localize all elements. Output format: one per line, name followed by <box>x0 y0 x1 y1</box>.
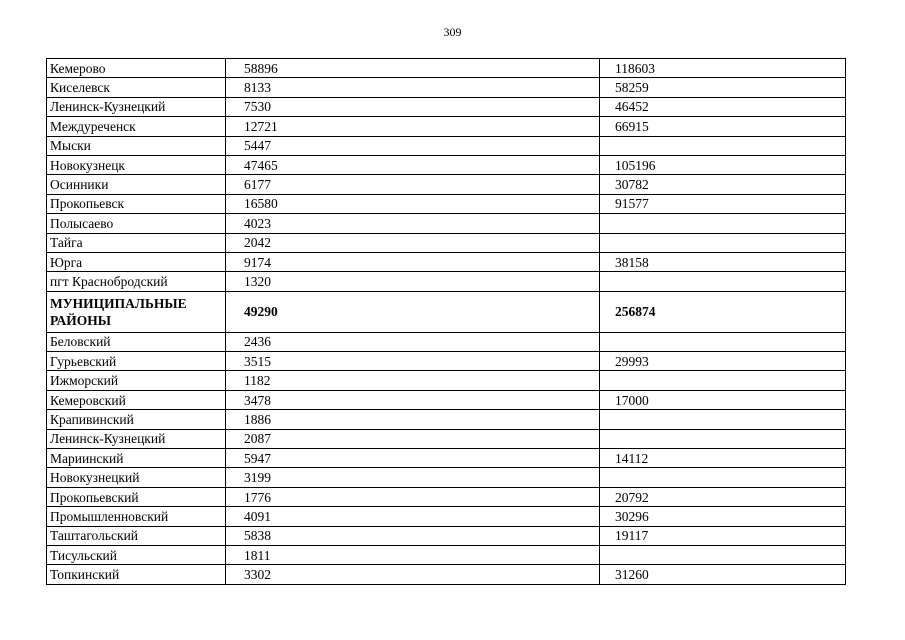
table-row <box>47 78 846 97</box>
row-name-cell: Прокопьевский <box>47 487 226 506</box>
row-value2-cell: 38158 <box>600 252 846 271</box>
row-name-cell: Мариинский <box>47 449 226 468</box>
row-name-cell: Прокопьевск <box>47 194 226 213</box>
row-value2-cell: 19117 <box>600 526 846 545</box>
table-row <box>47 507 846 526</box>
table-row <box>47 545 846 564</box>
row-name-cell: Тисульский <box>47 545 226 564</box>
row-value2-cell <box>600 371 846 390</box>
row-value1-cell: 4091 <box>226 507 600 526</box>
row-name-cell: Новокузнецк <box>47 155 226 174</box>
row-value2-cell <box>600 468 846 487</box>
row-value2-cell <box>600 429 846 448</box>
row-value1-cell: 16580 <box>226 194 600 213</box>
row-value1-cell: 1811 <box>226 545 600 564</box>
row-name-cell: Гурьевский <box>47 352 226 371</box>
row-name-cell: Топкинский <box>47 565 226 584</box>
row-value1-cell: 7530 <box>226 97 600 116</box>
table-row <box>47 214 846 233</box>
row-name-cell: Крапивинский <box>47 410 226 429</box>
row-value1-cell: 1320 <box>226 272 600 291</box>
table-row <box>47 526 846 545</box>
table-row <box>47 468 846 487</box>
row-name-cell: Беловский <box>47 332 226 351</box>
row-value2-cell: 29993 <box>600 352 846 371</box>
table-row <box>47 233 846 252</box>
table-row <box>47 194 846 213</box>
table-row <box>47 410 846 429</box>
row-value1-cell: 2042 <box>226 233 600 252</box>
table-row <box>47 155 846 174</box>
table-row <box>47 332 846 351</box>
table-row <box>47 352 846 371</box>
table-row <box>47 252 846 271</box>
row-value2-cell: 66915 <box>600 117 846 136</box>
row-value1-cell: 2436 <box>226 332 600 351</box>
row-value1-cell: 4023 <box>226 214 600 233</box>
row-name-cell: Таштагольский <box>47 526 226 545</box>
row-name-cell: Юрга <box>47 252 226 271</box>
row-value1-cell: 5447 <box>226 136 600 155</box>
row-value1-cell: 6177 <box>226 175 600 194</box>
row-value2-cell: 31260 <box>600 565 846 584</box>
row-value1-cell: 3478 <box>226 390 600 409</box>
data-table <box>46 58 846 585</box>
row-value2-cell: 46452 <box>600 97 846 116</box>
row-value2-cell <box>600 214 846 233</box>
row-value2-cell: 58259 <box>600 78 846 97</box>
row-name-cell: Промышленновский <box>47 507 226 526</box>
row-value2-cell: 30296 <box>600 507 846 526</box>
row-value1-cell: 3302 <box>226 565 600 584</box>
row-name-cell: Киселевск <box>47 78 226 97</box>
row-name-cell: Ижморский <box>47 371 226 390</box>
row-value2-cell <box>600 136 846 155</box>
row-name-cell: МУНИЦИПАЛЬНЫЕ РАЙОНЫ <box>47 291 226 332</box>
row-value1-cell: 9174 <box>226 252 600 271</box>
row-name-cell: Мыски <box>47 136 226 155</box>
row-value2-cell: 256874 <box>600 291 846 332</box>
row-value1-cell: 1776 <box>226 487 600 506</box>
row-name-cell: Осинники <box>47 175 226 194</box>
row-name-cell: Кемерово <box>47 59 226 78</box>
table-row <box>47 175 846 194</box>
row-value1-cell: 2087 <box>226 429 600 448</box>
row-name-cell: Новокузнецкий <box>47 468 226 487</box>
row-value1-cell: 5947 <box>226 449 600 468</box>
table-row <box>47 136 846 155</box>
table-row <box>47 390 846 409</box>
row-value2-cell: 20792 <box>600 487 846 506</box>
row-value1-cell: 47465 <box>226 155 600 174</box>
table-row <box>47 272 846 291</box>
row-value2-cell: 105196 <box>600 155 846 174</box>
row-value2-cell <box>600 233 846 252</box>
table-row <box>47 565 846 584</box>
table-row <box>47 97 846 116</box>
row-value2-cell: 91577 <box>600 194 846 213</box>
row-value2-cell: 17000 <box>600 390 846 409</box>
row-value1-cell: 12721 <box>226 117 600 136</box>
table-row <box>47 117 846 136</box>
table-row <box>47 371 846 390</box>
row-value1-cell: 1182 <box>226 371 600 390</box>
page-number: 309 <box>443 25 462 39</box>
row-value1-cell: 3199 <box>226 468 600 487</box>
row-value1-cell: 8133 <box>226 78 600 97</box>
table-row <box>47 487 846 506</box>
row-value2-cell <box>600 272 846 291</box>
row-value2-cell <box>600 332 846 351</box>
row-value2-cell: 14112 <box>600 449 846 468</box>
table-row <box>47 429 846 448</box>
row-name-cell: Полысаево <box>47 214 226 233</box>
row-value2-cell <box>600 545 846 564</box>
row-value1-cell: 1886 <box>226 410 600 429</box>
row-name-cell: Тайга <box>47 233 226 252</box>
row-name-cell: Ленинск-Кузнецкий <box>47 97 226 116</box>
row-value1-cell: 3515 <box>226 352 600 371</box>
row-value1-cell: 5838 <box>226 526 600 545</box>
row-name-cell: пгт Краснобродский <box>47 272 226 291</box>
row-name-cell: Кемеровский <box>47 390 226 409</box>
row-value1-cell: 58896 <box>226 59 600 78</box>
row-name-cell: Междуреченск <box>47 117 226 136</box>
table-body <box>47 59 846 585</box>
table-row-section <box>47 291 846 332</box>
row-name-cell: Ленинск-Кузнецкий <box>47 429 226 448</box>
table-row <box>47 449 846 468</box>
row-value2-cell: 118603 <box>600 59 846 78</box>
table-row <box>47 59 846 78</box>
row-value2-cell <box>600 410 846 429</box>
row-value2-cell: 30782 <box>600 175 846 194</box>
row-value1-cell: 49290 <box>226 291 600 332</box>
